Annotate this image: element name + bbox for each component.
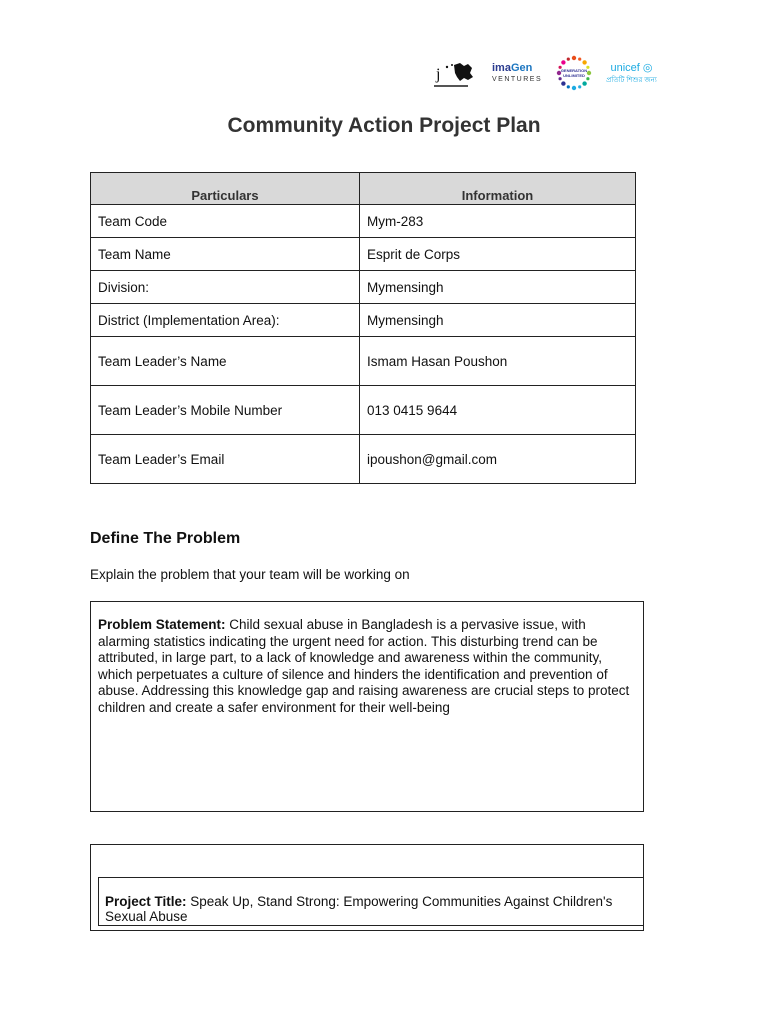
project-title-box xyxy=(90,844,644,931)
table-row xyxy=(91,386,636,435)
project-title-label: Project Title: xyxy=(105,894,187,909)
row-value: Mym-283 xyxy=(360,205,636,238)
row-value: Mymensingh xyxy=(360,271,636,304)
j-logo xyxy=(430,53,478,93)
partner-logos xyxy=(430,50,678,96)
svg-text:UNLIMITED: UNLIMITED xyxy=(563,73,586,78)
table-row xyxy=(91,337,636,386)
table-row xyxy=(91,435,636,484)
project-title-text: Speak Up, Stand Strong: Empowering Communities Against Children's Sexual Abuse xyxy=(105,894,613,924)
problem-statement-box xyxy=(90,601,644,812)
define-problem-instructions: Explain the problem that your team will be working on xyxy=(90,567,410,582)
unicef-logo: unicef ◎ প্রতিটি শিশুর জন্য xyxy=(606,61,657,84)
row-label: Team Code xyxy=(91,205,360,238)
row-value: Esprit de Corps xyxy=(360,238,636,271)
row-label: District (Implementation Area): xyxy=(91,304,360,337)
row-label: Team Leader’s Mobile Number xyxy=(91,386,360,435)
problem-statement-label: Problem Statement: xyxy=(98,617,226,632)
row-label: Team Leader’s Name xyxy=(91,337,360,386)
row-value: Ismam Hasan Poushon xyxy=(360,337,636,386)
page-title: Community Action Project Plan xyxy=(227,114,541,137)
table-row xyxy=(91,304,636,337)
row-label: Division: xyxy=(91,271,360,304)
table-header-row xyxy=(91,173,636,205)
svg-text:GENERATION: GENERATION xyxy=(560,68,588,73)
row-label: Team Name xyxy=(91,238,360,271)
row-label: Team Leader’s Email xyxy=(91,435,360,484)
unicef-globe-icon: ◎ xyxy=(642,61,653,74)
generation-unlimited-logo xyxy=(556,55,592,91)
particulars-table xyxy=(90,172,636,484)
row-value: Mymensingh xyxy=(360,304,636,337)
svg-text:j: j xyxy=(436,66,441,83)
problem-statement-text: Child sexual abuse in Bangladesh is a pervasive issue, with alarming statistics indicating the urgent need for action. This disturbing trend can be attributed, in large part, to a lack of knowledge and awareness within the community, which perpetuates a culture of silence and hinders the identification and prevention of abuse. Addressing this knowledge gap and raising awareness are crucial steps to protect children and create a safer environment for their well-being xyxy=(98,617,630,715)
header-information: Information xyxy=(360,173,636,205)
row-value: 013 0415 9644 xyxy=(360,386,636,435)
define-problem-heading: Define The Problem xyxy=(90,530,241,547)
table-row xyxy=(91,271,636,304)
row-value: ipoushon@gmail.com xyxy=(360,435,636,484)
imagen-ventures-logo: imaGen VENTURES xyxy=(492,62,543,83)
table-row xyxy=(91,205,636,238)
project-title-cell xyxy=(98,877,644,926)
header-particulars: Particulars xyxy=(91,173,360,205)
table-row xyxy=(91,238,636,271)
